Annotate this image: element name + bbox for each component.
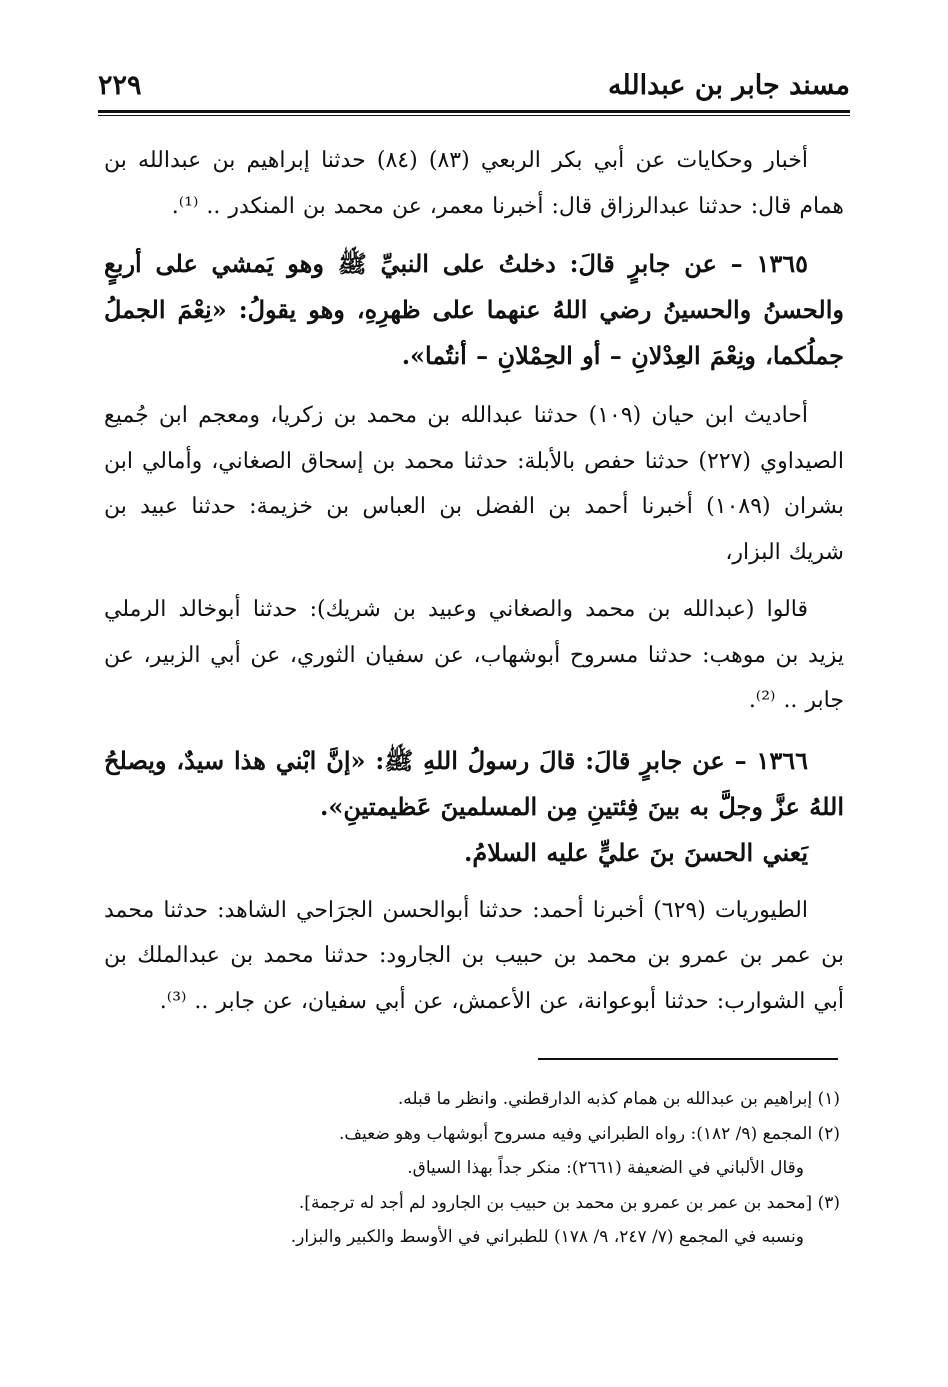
hadith-1366: ١٣٦٦ – عن جابرٍ قالَ: قالَ رسولُ اللهِ ﷺ: «إنَّ ابْني هذا سيدٌ، ويصلحُ اللهُ عزَّ وجلَّ به بينَ فِئتينِ مِن المسلمينَ عَظيمتينِ». [104, 745, 844, 821]
header-rule [98, 110, 850, 116]
page-number: ٢٢٩ [98, 70, 142, 101]
hadith-1366-note: يَعني الحسنَ بنَ عليٍّ عليه السلامُ. [464, 837, 808, 867]
footnote-3-continued: ونسبه في المجمع (٧/ ٢٤٧، ٩/ ١٧٨) للطبراني في الأوسط والكبير والبزار. [290, 1227, 804, 1247]
footnote-1: (١) إبراهيم بن عبدالله بن همام كذبه الدارقطني. وانظر ما قبله. [397, 1089, 840, 1109]
footnote-2: (٢) المجمع (٩/ ١٨٢): رواه الطبراني وفيه مسروح أبوشهاب وهو ضعيف. [339, 1123, 840, 1144]
running-title: مسند جابر بن عبدالله [607, 70, 850, 101]
footnote-2-continued: وقال الألباني في الضعيفة (٢٦٦١): منكر جداً بهذا السياق. [407, 1158, 804, 1178]
source-paragraph: قالوا (عبدالله بن محمد والصغاني وعبيد بن شريك): حدثنا أبوخالد الرملي يزيد بن موهب: حدثنا مسروح أبوشهاب، عن سفيان الثوري، عن أبي الزبير، عن جابر .. ⁽²⁾. [104, 597, 844, 713]
source-paragraph: أحاديث ابن حيان (١٠٩) حدثنا عبدالله بن محمد بن زكريا، ومعجم ابن جُميع الصيداوي (٢٢٧) حدثنا حفص بالأبلة: حدثنا محمد بن إسحاق الصغاني، وأمالي ابن بشران (١٠٨٩) أخبرنا أحمد بن الفضل بن العباس بن خزيمة: حدثنا عبيد بن شريك البزار، [104, 403, 845, 565]
main-text [104, 138, 844, 1024]
footnote-3: (٣) [محمد بن عمر بن عمرو بن محمد بن حبيب بن الجارود لم أجد له ترجمة]. [298, 1192, 840, 1213]
hadith-1365: ١٣٦٥ – عن جابرٍ قالَ: دخلتُ على النبيِّ ﷺ وهو يَمشي على أربعٍ والحسنُ والحسينُ رضي اللهُ عنهما على ظهرِهِ، وهو يقولُ: «نِعْمَ الجملُ جملُكما، ونِعْمَ العِدْلانِ – أو الحِمْلانِ – أنتُما». [104, 249, 844, 370]
page-header [98, 62, 850, 108]
footnotes [150, 1082, 840, 1255]
source-paragraph: الطيوريات (٦٢٩) أخبرنا أحمد: حدثنا أبوالحسن الجرَاحي الشاهد: حدثنا محمد بن عمر بن عمرو بن محمد بن حبيب بن الجارود: حدثنا محمد بن عبدالملك بن أبي الشوارب: حدثنا أبوعوانة، عن الأعمش، عن أبي سفيان، عن جابر .. ⁽³⁾. [104, 897, 844, 1014]
footnote-rule [538, 1058, 838, 1060]
source-paragraph: أخبار وحكايات عن أبي بكر الربعي (٨٣) (٨٤) حدثنا إبراهيم بن عبدالله بن همام قال: حدثنا عبدالرزاق قال: أخبرنا معمر، عن محمد بن المنكدر .. ⁽¹⁾. [104, 148, 844, 219]
